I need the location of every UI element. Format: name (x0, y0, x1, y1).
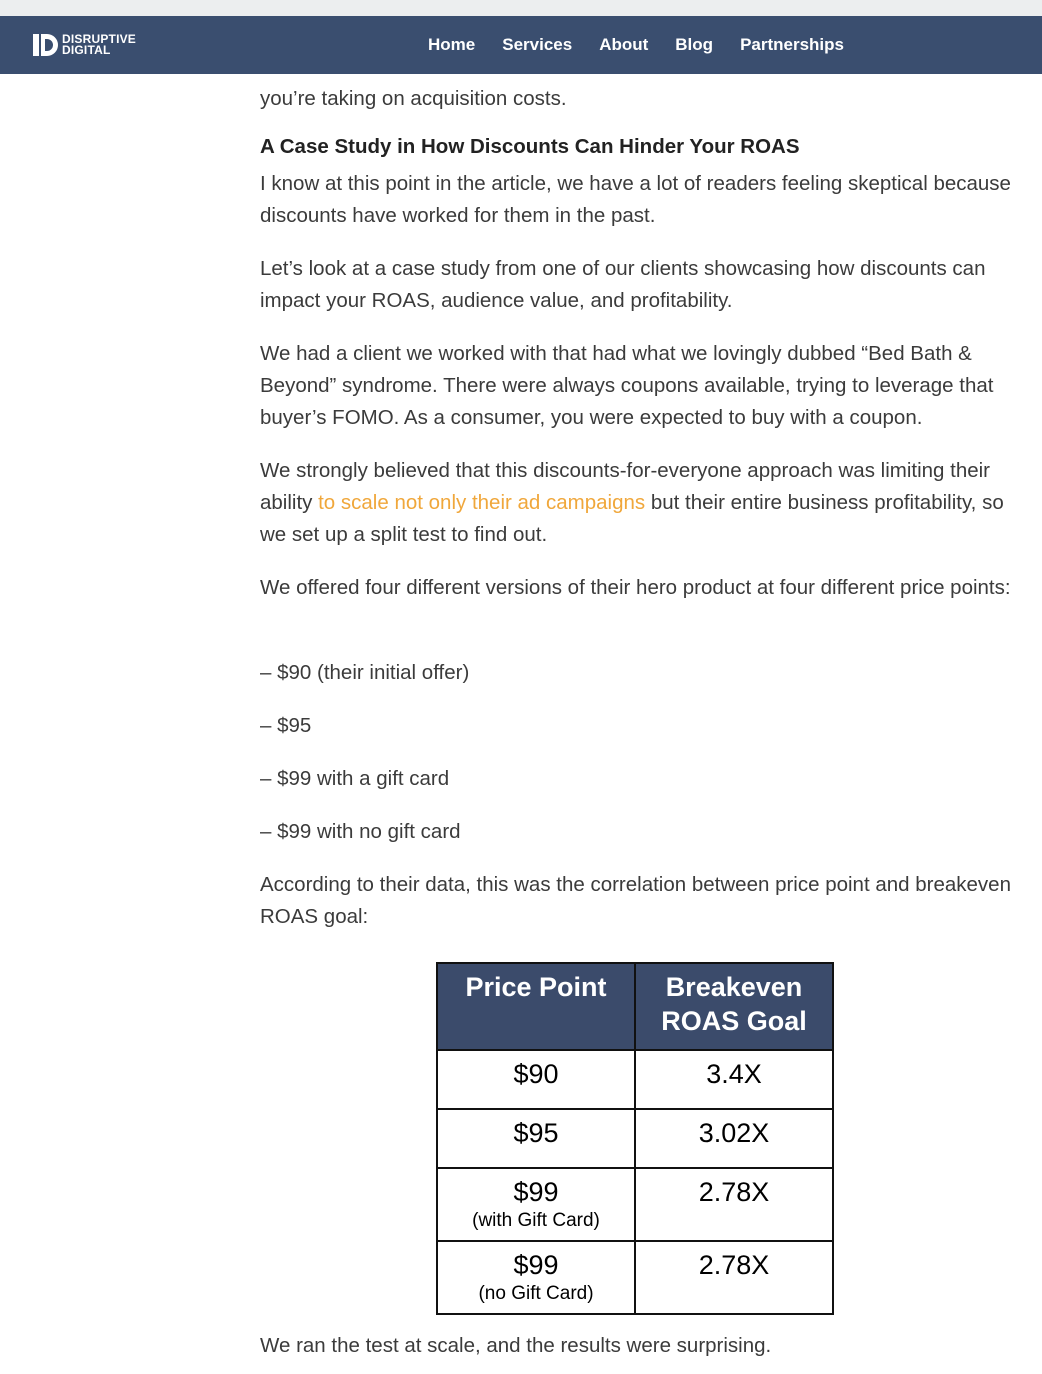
price-note: (no Gift Card) (478, 1283, 594, 1304)
price-cell (437, 1241, 635, 1314)
price-cell (437, 1168, 635, 1241)
logo-wordmark (62, 34, 136, 56)
paragraph-bed-bath: We had a client we worked with that had what we lovingly dubbed “Bed Bath & Beyond” syndrome. There were always coupons available, trying to leverage that buyer’s FOMO. As a consumer, you were expected to buy with a coupon. (260, 342, 994, 429)
nav-link-blog[interactable]: Blog (675, 35, 714, 54)
logo-d-icon (33, 32, 59, 58)
list-item: – $99 with no gift card (260, 820, 461, 843)
roas-cell: 2.78X (635, 1241, 833, 1314)
list-item: – $95 (260, 714, 312, 737)
site-navbar (0, 16, 1042, 74)
paragraph-split-test (260, 455, 1020, 551)
header-breakeven-roas: Breakeven ROAS Goal (635, 963, 833, 1050)
roas-table (436, 962, 834, 1315)
price-cell (437, 1050, 635, 1109)
price-value: $95 (513, 1118, 559, 1148)
roas-cell: 2.78X (635, 1168, 833, 1241)
table-row (437, 1109, 833, 1168)
logo-line-2: DIGITAL (62, 43, 111, 57)
split-test-text-after: but their entire business profitability, so we set up a split test to find out. (260, 491, 1004, 546)
table-row (437, 1050, 833, 1109)
scale-campaigns-link[interactable]: to scale not only their ad campaigns (318, 491, 646, 514)
roas-cell: 3.02X (635, 1109, 833, 1168)
nav-link-services[interactable]: Services (502, 35, 573, 54)
price-value: $99 (513, 1250, 559, 1280)
nav-links (428, 16, 871, 74)
price-value: $99 (513, 1177, 559, 1207)
browser-top-strip (0, 0, 1042, 16)
table-row (437, 1241, 833, 1314)
price-cell (437, 1109, 635, 1168)
paragraph-price-points: We offered four different versions of their hero product at four different price points: (260, 576, 1011, 599)
site-logo[interactable] (33, 32, 136, 58)
table-row (437, 1168, 833, 1241)
case-study-heading: A Case Study in How Discounts Can Hinder Your ROAS (260, 135, 800, 158)
list-item: – $99 with a gift card (260, 767, 450, 790)
paragraph-results: We ran the test at scale, and the results were surprising. (260, 1334, 772, 1357)
nav-link-partnerships[interactable]: Partnerships (740, 35, 844, 54)
partial-paragraph: you’re taking on acquisition costs. (260, 87, 567, 110)
table-header-row (437, 963, 833, 1050)
price-value: $90 (513, 1059, 559, 1089)
list-item: – $90 (their initial offer) (260, 661, 470, 684)
header-price-point: Price Point (437, 963, 635, 1050)
split-test-text-before: We strongly believed that this discounts-for-everyone approach was limiting their ability (260, 459, 991, 514)
paragraph-correlation: According to their data, this was the correlation between price point and breakeven ROAS goal: (260, 873, 1011, 928)
paragraph-case-study: Let’s look at a case study from one of our clients showcasing how discounts can impact your ROAS, audience value, and profitability. (260, 257, 986, 312)
price-note: (with Gift Card) (472, 1210, 600, 1231)
roas-cell: 3.4X (635, 1050, 833, 1109)
nav-link-home[interactable]: Home (428, 35, 476, 54)
nav-link-about[interactable]: About (599, 35, 649, 54)
logo-line-1: DISRUPTIVE (62, 32, 137, 46)
paragraph-skeptical: I know at this point in the article, we have a lot of readers feeling skeptical because discounts have worked for them in the past. (260, 172, 1011, 227)
